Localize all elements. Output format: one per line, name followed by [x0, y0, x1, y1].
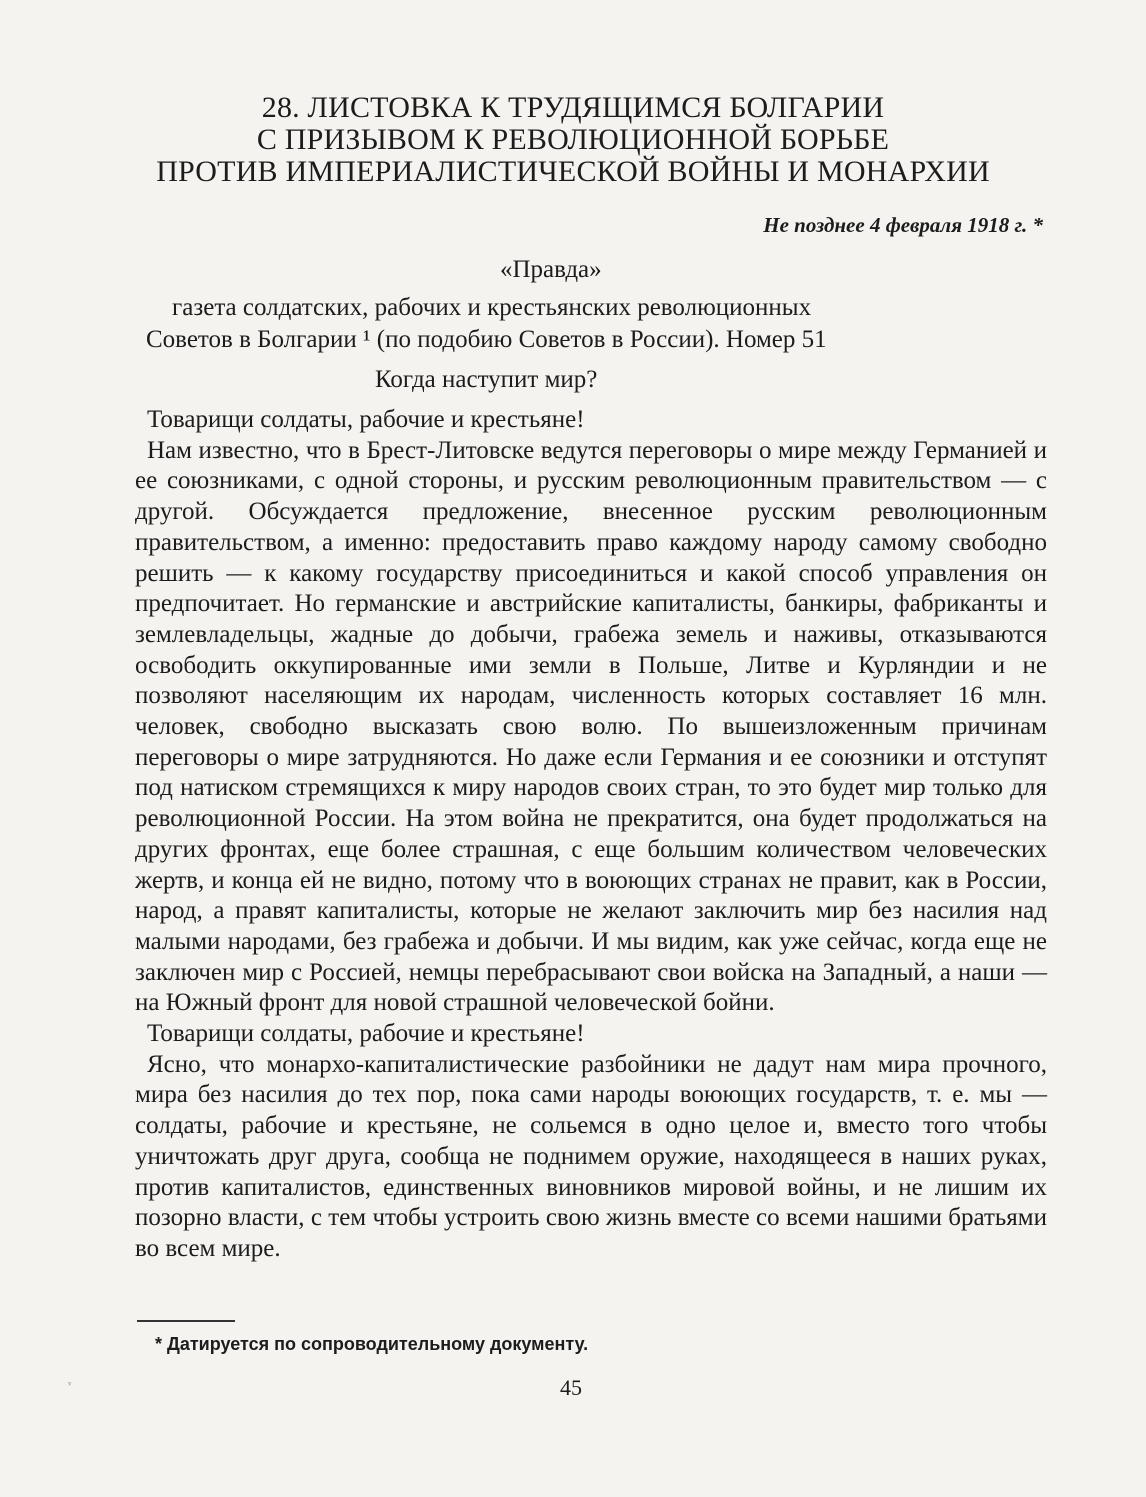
newspaper-name: «Правда» — [500, 256, 602, 283]
body-paragraph: Товарищи солдаты, рабочие и крестьяне! — [147, 406, 585, 433]
title-line: 28. ЛИСТОВКА К ТРУДЯЩИМСЯ БОЛГАРИИ — [261, 91, 885, 124]
page-number: 45 — [560, 1375, 582, 1400]
title-line: ПРОТИВ ИМПЕРИАЛИСТИЧЕСКОЙ ВОЙНЫ И МОНАРХИИ — [156, 155, 990, 188]
scan-speck: ᵛ — [68, 1378, 72, 1392]
document-title — [100, 92, 1046, 188]
footnote-divider — [137, 1320, 235, 1322]
title-line: С ПРИЗЫВОМ К РЕВОЛЮЦИОННОЙ БОРЬБЕ — [256, 123, 890, 156]
body-paragraph: Ясно, что монархо-капиталистические разбойники не дадут нам мира прочного, мира без насилия до тех пор, пока сами народы воюющих государств, т. е. мы — солдаты, рабочие и крестьяне, не сольемся в одно целое и, вместо того чтобы уничтожать друг друга, сообща не поднимем оружие, находящееся в наших руках, против капиталистов, единственных виновников мировой войны, и не лишим их позорно власти, с тем чтобы устроить свою жизнь вместе со всеми нашими братьями во всем мире. — [135, 1050, 1047, 1262]
article-body — [135, 405, 1047, 1265]
article-subheading: Когда наступит мир? — [375, 366, 598, 393]
masthead-line: Советов в Болгарии ¹ (по подобию Советов в России). Номер 51 — [146, 326, 827, 353]
masthead-line: газета солдатских, рабочих и крестьянских революционных — [172, 294, 812, 321]
footnote: * Датируется по сопроводительному документу. — [155, 1334, 589, 1354]
body-paragraph: Нам известно, что в Брест-Литовске ведутся переговоры о мире между Германией и ее союзниками, с одной стороны, и русским революционным правительством — с другой. Обсуждается предложение, внесенное русским революционным правительством, а именно: предоставить право каждому народу самому свободно решить — к какому государству присоединиться и какой способ управления он предпочитает. Но германские и австрийские капиталисты, банкиры, фабриканты и землевладельцы, жадные до добычи, грабежа земель и наживы, отказываются освободить оккупированные ими земли в Польше, Литве и Курляндии и не позволяют населяющим их народам, численность которых составляет 16 млн. человек, свободно высказать свою волю. По вышеизложенным причинам переговоры о мире затрудняются. Но даже если Германия и ее союзники и отступят под натиском стремящихся к миру народов своих стран, то это будет мир только для революционной России. На этом война не прекратится, она будет продолжаться на других фронтах, еще более страшная, с еще большим количеством человеческих жертв, и конца ей не видно, потому что в воюющих странах не правит, как в России, народ, а правят капиталисты, которые не желают заключить мир без насилия над малыми народами, без грабежа и добычи. И мы видим, как уже сейчас, когда еще не заключен мир с Россией, немцы перебрасывают свои войска на Западный, а наши — на Южный фронт для новой страшной человеческой бойни. — [135, 436, 1047, 1017]
newspaper-masthead — [146, 292, 1046, 356]
body-paragraph: Товарищи солдаты, рабочие и крестьяне! — [147, 1020, 585, 1048]
document-date: Не позднее 4 февраля 1918 г. * — [763, 213, 1043, 237]
